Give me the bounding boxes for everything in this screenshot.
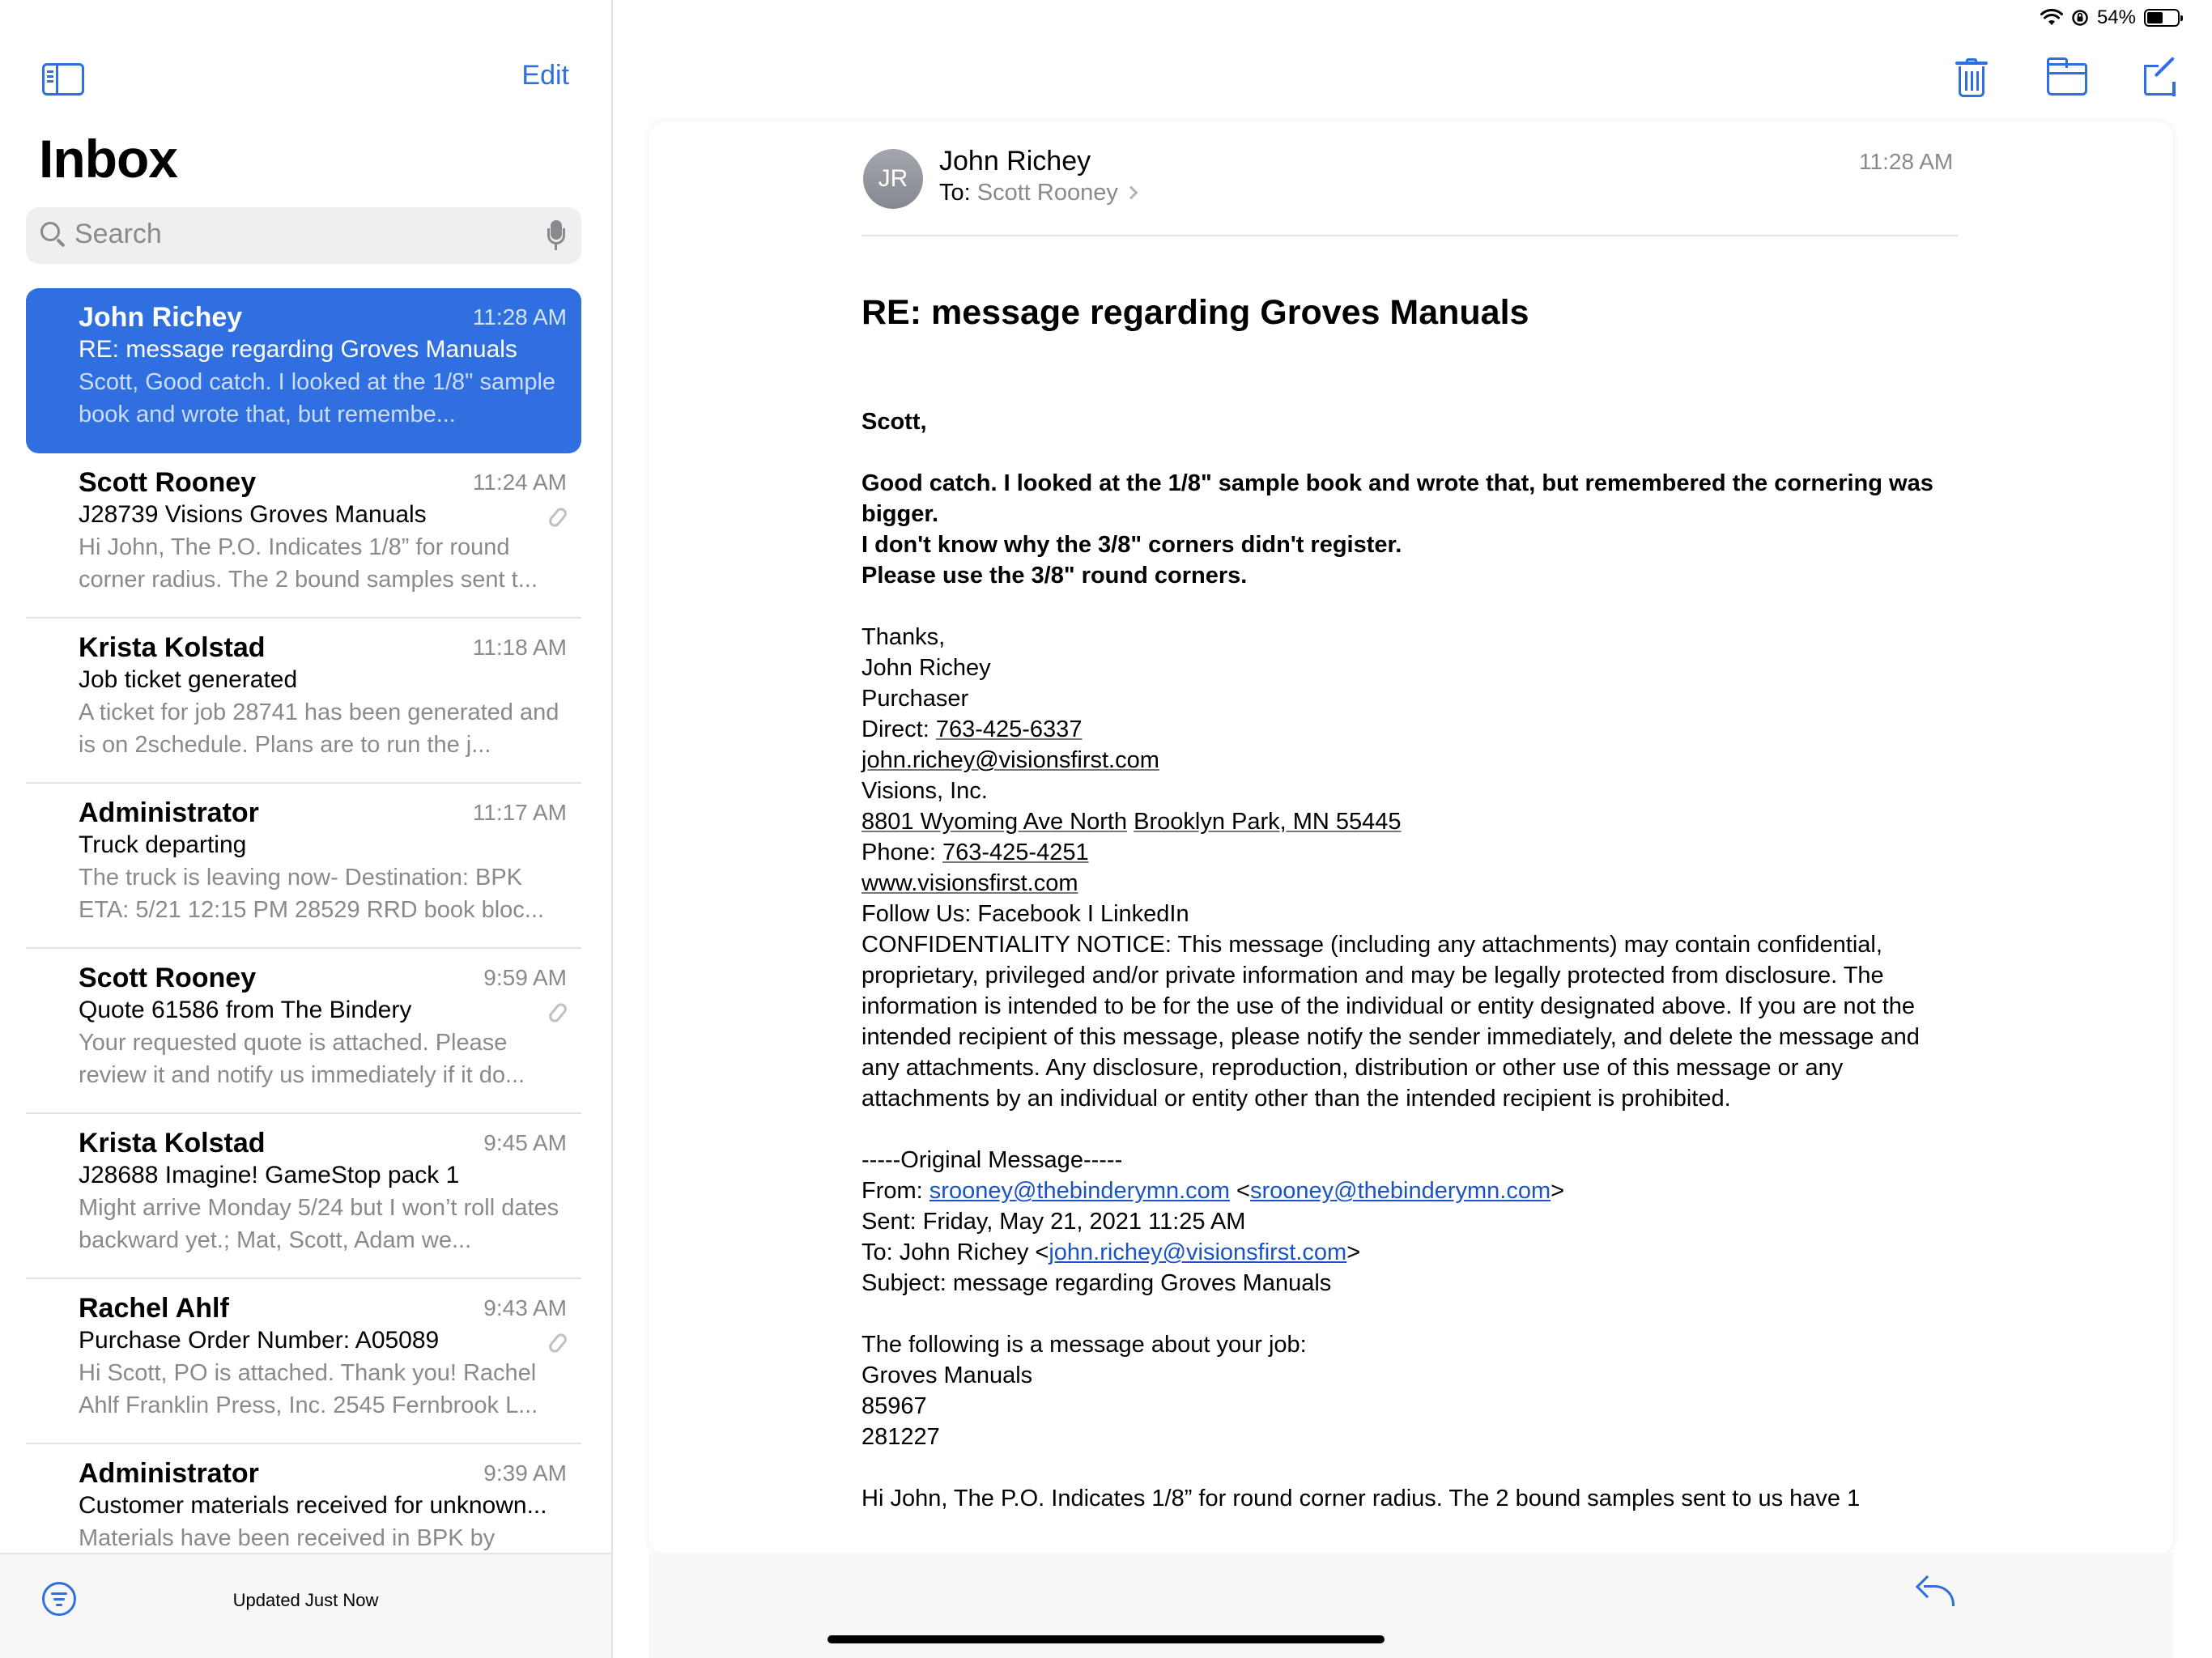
mail-sender: Krista Kolstad <box>79 1128 266 1158</box>
mail-time: 11:24 AM <box>472 470 567 495</box>
mail-sender: Administrator <box>79 1458 259 1489</box>
reply-icon[interactable] <box>1917 1574 1958 1606</box>
direct-phone-link[interactable]: 763-425-6337 <box>935 716 1083 742</box>
battery-icon <box>2144 9 2180 27</box>
to-label: To: <box>939 180 971 206</box>
signature-email-link[interactable]: john.richey@visionsfirst.com <box>861 747 1159 773</box>
original-sent: Sent: Friday, May 21, 2021 11:25 AM <box>861 1209 1246 1235</box>
microphone-icon[interactable] <box>547 220 565 251</box>
mail-preview: Scott, Good catch. I looked at the 1/8" sample book and wrote that, but remembe... <box>79 369 556 427</box>
mail-time: 9:59 AM <box>483 965 567 990</box>
mail-subject: Customer materials received for unknown... <box>79 1492 547 1519</box>
original-to: To: John Richey <john.richey@visionsfirst.com> <box>861 1239 1361 1265</box>
greeting: Scott, <box>861 409 927 435</box>
search-icon <box>40 222 63 244</box>
signature-thanks: Thanks, <box>861 624 946 650</box>
status-bar-right <box>2040 6 2180 29</box>
header-divider <box>861 235 1958 236</box>
phone-link[interactable]: 763-425-4251 <box>942 840 1089 865</box>
job-number: 85967 <box>861 1393 927 1419</box>
sidebar-toggle-icon[interactable] <box>42 63 84 96</box>
signature-name: John Richey <box>861 655 991 681</box>
message-subject: RE: message regarding Groves Manuals <box>861 293 1529 332</box>
from-email-link[interactable]: srooney@thebinderymn.com <box>929 1178 1230 1204</box>
confidentiality-notice: CONFIDENTIALITY NOTICE: This message (including any attachments) may contain confidential, proprietary, privileged and/or private information and may be legally protected from disclosure. The information is intended to be for the use of the individual or entity designated above. If you are not the intended recipient of this message, please notify the sender immediately, and delete the message and any attachments. Any disclosure, reproduction, distribution or other use of this message or any attachments by an individual or entity other than the intended recipient is prohibited. <box>861 932 1920 1112</box>
from-email-link-2[interactable]: srooney@thebinderymn.com <box>1249 1178 1551 1204</box>
job-number: 281227 <box>861 1424 940 1450</box>
message-body <box>861 406 1963 1514</box>
mail-list-item[interactable] <box>26 288 581 453</box>
orientation-lock-icon <box>2071 9 2089 27</box>
mail-subject: RE: message regarding Groves Manuals <box>79 336 517 363</box>
body-line: Good catch. I looked at the 1/8" sample book and wrote that, but remembered the cornering was bigger. <box>861 470 1933 527</box>
mail-subject: Truck departing <box>79 831 247 858</box>
folder-icon[interactable] <box>2047 63 2087 96</box>
sender-name[interactable]: John Richey <box>939 146 1091 176</box>
mail-preview: Your requested quote is attached. Please review it and notify us immediately if it do... <box>79 1030 525 1088</box>
signature-phone: Phone: 763-425-4251 <box>861 840 1089 865</box>
quoted-text: Hi John, The P.O. Indicates 1/8” for round corner radius. The 2 bound samples sent to us have 1 <box>861 1486 1861 1511</box>
mail-preview: A ticket for job 28741 has been generated and is on 2schedule. Plans are to run the j... <box>79 699 559 758</box>
mail-time: 11:18 AM <box>472 635 567 660</box>
sidebar-footer <box>0 1553 611 1658</box>
mail-subject: J28739 Visions Groves Manuals <box>79 501 427 528</box>
mailbox-sidebar <box>0 0 613 1658</box>
recipient-line[interactable] <box>939 180 1136 206</box>
signature-company: Visions, Inc. <box>861 778 988 804</box>
mail-list-item[interactable] <box>26 784 581 949</box>
job-intro: The following is a message about your job: <box>861 1332 1307 1358</box>
mail-sender: Rachel Ahlf <box>79 1293 229 1324</box>
search-input[interactable]: Search <box>74 219 162 249</box>
body-line: Please use the 3/8" round corners. <box>861 563 1248 589</box>
mail-subject: Purchase Order Number: A05089 <box>79 1327 440 1354</box>
address-line-1-link[interactable]: 8801 Wyoming Ave North <box>861 809 1128 835</box>
compose-icon[interactable] <box>2144 60 2180 96</box>
mail-sender: John Richey <box>79 302 243 333</box>
to-email-link[interactable]: john.richey@visionsfirst.com <box>1049 1239 1347 1265</box>
chevron-right-icon <box>1124 186 1138 200</box>
original-subject: Subject: message regarding Groves Manuals <box>861 1270 1332 1296</box>
mail-time: 9:39 AM <box>483 1460 567 1486</box>
mail-preview: Might arrive Monday 5/24 but I won’t roll dates backward yet.; Mat, Scott, Adam we... <box>79 1195 559 1253</box>
page-title: Inbox <box>39 129 177 189</box>
website-link[interactable]: www.visionsfirst.com <box>861 870 1078 896</box>
mail-sender: Krista Kolstad <box>79 632 266 663</box>
mail-preview: Hi Scott, PO is attached. Thank you! Rachel Ahlf Franklin Press, Inc. 2545 Fernbrook L... <box>79 1360 538 1418</box>
battery-fill <box>2147 12 2163 23</box>
wifi-icon <box>2040 9 2063 27</box>
edit-button[interactable]: Edit <box>521 60 569 91</box>
job-name: Groves Manuals <box>861 1363 1033 1388</box>
message-list <box>26 288 581 1609</box>
avatar[interactable]: JR <box>863 149 923 209</box>
signature-title: Purchaser <box>861 686 969 712</box>
mail-subject: Quote 61586 from The Bindery <box>79 997 412 1023</box>
mail-list-item[interactable] <box>26 1279 581 1444</box>
mail-sender: Scott Rooney <box>79 963 257 993</box>
original-message-header: -----Original Message----- <box>861 1147 1123 1173</box>
search-field[interactable] <box>26 207 581 264</box>
mail-time: 11:17 AM <box>472 800 567 825</box>
mail-time: 11:28 AM <box>472 304 567 329</box>
signature-follow: Follow Us: Facebook I LinkedIn <box>861 901 1189 927</box>
trash-icon[interactable] <box>1955 58 1988 97</box>
home-indicator[interactable] <box>827 1635 1385 1643</box>
updated-status: Updated Just Now <box>232 1590 379 1610</box>
mail-list-item[interactable] <box>26 949 581 1114</box>
mail-sender: Scott Rooney <box>79 467 257 498</box>
recipient-name[interactable]: Scott Rooney <box>976 180 1118 206</box>
mail-list-item[interactable] <box>26 453 581 619</box>
mail-preview: Materials have been received in BPK by <box>79 1525 496 1551</box>
mail-subject: Job ticket generated <box>79 666 298 693</box>
signature-direct: Direct: 763-425-6337 <box>861 716 1083 742</box>
battery-percent: 54% <box>2096 6 2136 28</box>
mail-time: 9:45 AM <box>483 1130 567 1155</box>
mail-list-item[interactable] <box>26 619 581 784</box>
mail-list-item[interactable] <box>26 1114 581 1279</box>
address-line-2-link[interactable]: Brooklyn Park, MN 55445 <box>1134 809 1402 835</box>
body-line: I don't know why the 3/8" corners didn't register. <box>861 532 1402 558</box>
mail-subject: J28688 Imagine! GameStop pack 1 <box>79 1162 460 1188</box>
mail-preview: The truck is leaving now- Destination: BPK ETA: 5/21 12:15 PM 28529 RRD book bloc... <box>79 865 544 923</box>
mail-time: 9:43 AM <box>483 1295 567 1320</box>
original-from: From: srooney@thebinderymn.com <srooney@thebinderymn.com> <box>861 1178 1565 1204</box>
message-time: 11:28 AM <box>1859 149 1954 174</box>
mail-preview: Hi John, The P.O. Indicates 1/8” for round corner radius. The 2 bound samples sent t... <box>79 534 538 593</box>
mail-sender: Administrator <box>79 797 259 828</box>
